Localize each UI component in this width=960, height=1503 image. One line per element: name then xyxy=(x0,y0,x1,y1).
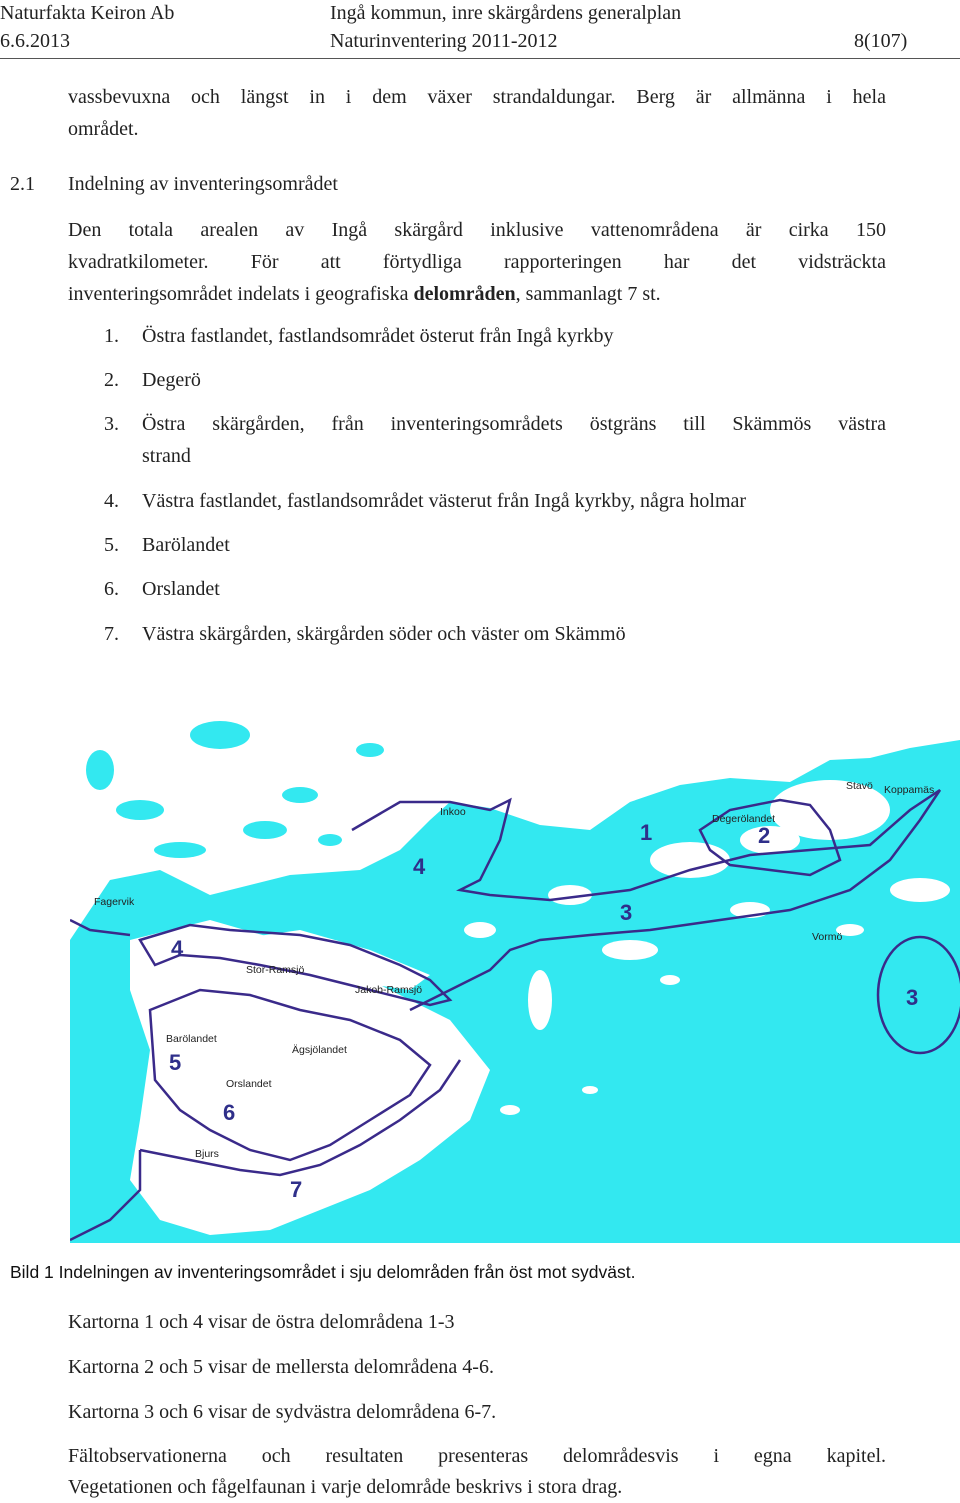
area-number-2: 2 xyxy=(758,823,771,848)
list-item-number: 6. xyxy=(104,578,119,600)
page-header xyxy=(0,0,960,59)
para1-bold-term: delområden xyxy=(413,283,516,305)
header-project: Ingå kommun, inre skärgårdens generalplan xyxy=(330,2,682,24)
place-koppamas: Koppamäs xyxy=(884,784,935,796)
list-item-number: 3. xyxy=(104,413,119,435)
place-stor-ramsjo: Stor-Ramsjö xyxy=(246,964,305,976)
area-number-3-east: 3 xyxy=(906,985,919,1010)
area-number-3: 3 xyxy=(620,900,633,925)
final-line-1: Fältobservationerna och resultaten presenteras delområdesvis i egna kapitel. xyxy=(68,1445,886,1467)
intro-line-2: området. xyxy=(68,118,139,140)
para1-line-2: kvadratkilometer. För att förtydliga rapporteringen har det vidsträckta xyxy=(68,251,886,273)
list-item-text-continued: strand xyxy=(142,445,191,467)
list-item-number: 7. xyxy=(104,623,119,645)
figure-caption: Bild 1 Indelningen av inventeringsområdet i sju delområden från öst mot sydväst. xyxy=(10,1262,636,1282)
list-item-text: Degerö xyxy=(142,369,201,391)
section-title: Indelning av inventeringsområdet xyxy=(68,173,338,195)
list-item-number: 5. xyxy=(104,534,119,556)
area-division-map xyxy=(70,690,960,1243)
para1-line-3-start: inventeringsområdet indelats i geografiska xyxy=(68,283,414,305)
section-number: 2.1 xyxy=(10,173,35,195)
place-agsjolandet: Ägsjölandet xyxy=(292,1044,347,1056)
place-orslandet: Orslandet xyxy=(226,1078,272,1090)
list-item-text: Barölandet xyxy=(142,534,230,556)
list-item-number: 2. xyxy=(104,369,119,391)
area-number-6: 6 xyxy=(223,1100,236,1125)
place-vormo: Vormö xyxy=(812,931,843,943)
final-line-2: Vegetationen och fågelfaunan i varje delområde beskrivs i stora drag. xyxy=(68,1476,623,1498)
list-item-text: Västra fastlandet, fastlandsområdet västerut från Ingå kyrkby, några holmar xyxy=(142,490,747,512)
area-number-4-east: 4 xyxy=(413,854,426,879)
area-number-4-west: 4 xyxy=(171,936,184,961)
place-bjurs: Bjurs xyxy=(195,1148,219,1160)
place-barolandet: Barölandet xyxy=(166,1033,217,1045)
header-date: 6.6.2013 xyxy=(0,30,70,52)
maps-line-1: Kartorna 1 och 4 visar de östra delområdena 1-3 xyxy=(68,1311,455,1333)
list-item-text: Västra skärgården, skärgården söder och väster om Skämmö xyxy=(142,623,626,645)
intro-line-1: vassbevuxna och längst in i dem växer strandaldungar. Berg är allmänna i hela xyxy=(68,86,886,108)
area-number-1: 1 xyxy=(640,820,653,845)
list-item-number: 1. xyxy=(104,325,119,347)
header-subtitle: Naturinventering 2011-2012 xyxy=(330,30,558,52)
place-fagervik: Fagervik xyxy=(94,896,135,908)
area-number-5: 5 xyxy=(169,1050,182,1075)
list-item-text: Östra fastlandet, fastlandsområdet österut från Ingå kyrkby xyxy=(142,325,614,347)
list-item-text: Östra skärgården, från inventeringsområdets östgräns till Skämmös västra xyxy=(142,413,886,435)
place-stavo: Stavö xyxy=(846,780,873,792)
para1-line-1: Den totala arealen av Ingå skärgård inklusive vattenområdena är cirka 150 xyxy=(68,219,886,241)
para1-line-3 xyxy=(68,278,661,310)
place-jakob-ramsjo: Jakob-Ramsjö xyxy=(355,984,423,996)
header-page-number: 8(107) xyxy=(854,30,908,52)
maps-line-2: Kartorna 2 och 5 visar de mellersta delområdena 4-6. xyxy=(68,1356,494,1378)
para1-line-3-end: , sammanlagt 7 st. xyxy=(515,283,661,305)
area-number-7: 7 xyxy=(290,1177,303,1202)
list-item-number: 4. xyxy=(104,490,119,512)
maps-line-3: Kartorna 3 och 6 visar de sydvästra delområdena 6-7. xyxy=(68,1401,497,1423)
header-company: Naturfakta Keiron Ab xyxy=(0,2,175,24)
place-degerolandet: Degerölandet xyxy=(712,813,776,825)
list-item-text: Orslandet xyxy=(142,578,220,600)
place-inkoo: Inkoo xyxy=(440,806,466,818)
